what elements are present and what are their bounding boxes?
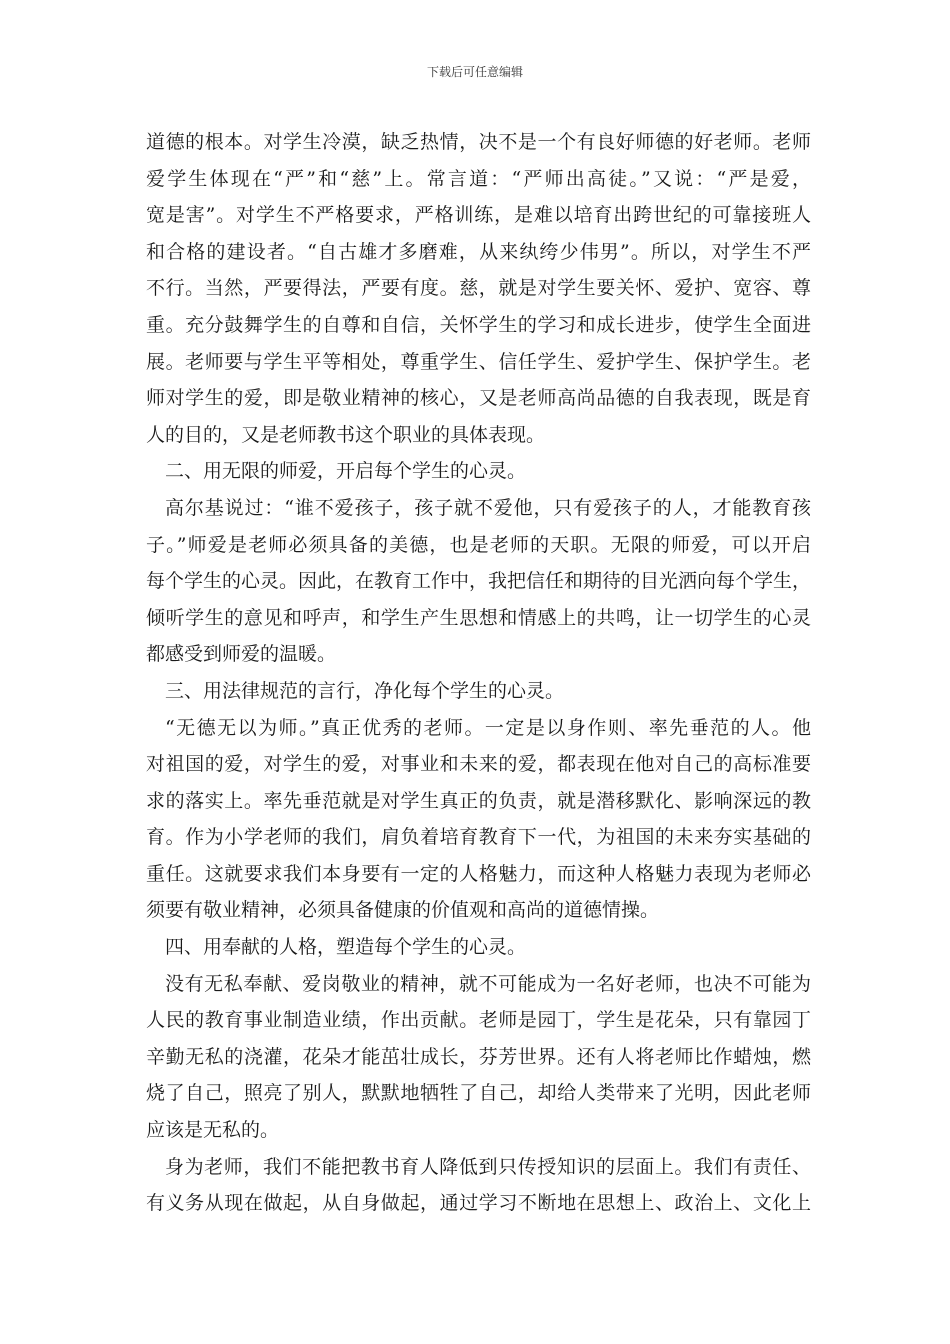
text-line: 道德的根本。对学生冷漠，缺乏热情，决不是一个有良好师德的好老师。老师 bbox=[146, 131, 811, 153]
text-line: 没有无私奉献、爱岗敬业的精神，就不可能成为一名好老师，也决不可能为 bbox=[165, 972, 811, 995]
text-line: 重。充分鼓舞学生的自尊和自信，关怀学生的学习和成长进步，使学生全面进 bbox=[146, 313, 811, 336]
text-line: 身为老师，我们不能把教书育人降低到只传授知识的层面上。我们有责任、 bbox=[165, 1155, 811, 1178]
text-line: 辛勤无私的浇灌，花朵才能茁壮成长，芬芳世界。还有人将老师比作蜡烛，燃 bbox=[146, 1045, 811, 1068]
text-line: 和合格的建设者。“自古雄才多磨难，从来纨绔少伟男”。所以，对学生不严 bbox=[146, 240, 811, 263]
text-line: 爱学生体现在“严”和“慈”上。常言道：“严师出高徒。”又说：“严是爱， bbox=[146, 167, 811, 190]
text-line: 求的落实上。率先垂范就是对学生真正的负责，就是潜移默化、影响深远的教 bbox=[146, 789, 811, 812]
page-header: 下载后可任意编辑 bbox=[426, 65, 523, 79]
text-line: 师对学生的爱，即是敬业精神的核心，又是老师高尚品德的自我表现，既是育 bbox=[146, 387, 811, 410]
text-line: 有义务从现在做起，从自身做起，通过学习不断地在思想上、政治上、文化上 bbox=[146, 1192, 811, 1215]
text-line: 三、用法律规范的言行，净化每个学生的心灵。 bbox=[165, 679, 565, 702]
text-line: 人民的教育事业制造业绩，作出贡献。老师是园丁，学生是花朵，只有靠园丁 bbox=[146, 1009, 811, 1032]
text-line: 倾听学生的意见和呼声，和学生产生思想和情感上的共鸣，让一切学生的心灵 bbox=[146, 606, 811, 629]
text-line: 不行。当然，严要得法，严要有度。慈，就是对学生要关怀、爱护、宽容、尊 bbox=[146, 277, 811, 300]
text-line: 四、用奉献的人格，塑造每个学生的心灵。 bbox=[165, 936, 527, 959]
text-line: “无德无以为师。”真正优秀的老师。一定是以身作则、率先垂范的人。他 bbox=[165, 716, 811, 739]
text-line: 烧了自己，照亮了别人，默默地牺牲了自己，却给人类带来了光明，因此老师 bbox=[146, 1082, 811, 1105]
text-line: 育。作为小学老师的我们，肩负着培育教育下一代，为祖国的未来夯实基础的 bbox=[146, 826, 811, 849]
text-line: 人的目的，又是老师教书这个职业的具体表现。 bbox=[146, 423, 546, 446]
text-line: 重任。这就要求我们本身要有一定的人格魅力，而这种人格魅力表现为老师必 bbox=[146, 862, 811, 885]
body-text bbox=[146, 124, 811, 1222]
text-line: 对祖国的爱，对学生的爱，对事业和未来的爱，都表现在他对自己的高标准要 bbox=[146, 753, 811, 776]
text-line: 子。”师爱是老师必须具备的美德，也是老师的天职。无限的师爱，可以开启 bbox=[146, 533, 811, 556]
text-line: 都感受到师爱的温暖。 bbox=[146, 643, 337, 666]
text-line: 应该是无私的。 bbox=[146, 1119, 280, 1142]
text-line: 宽是害”。对学生不严格要求，严格训练，是难以培育出跨世纪的可靠接班人 bbox=[146, 204, 811, 227]
text-line: 展。老师要与学生平等相处，尊重学生、信任学生、爱护学生、保护学生。老 bbox=[146, 350, 811, 373]
text-line: 须要有敬业精神，必须具备健康的价值观和高尚的道德情操。 bbox=[146, 899, 660, 922]
text-line: 二、用无限的师爱，开启每个学生的心灵。 bbox=[165, 460, 527, 483]
text-line: 高尔基说过：“谁不爱孩子，孩子就不爱他，只有爱孩子的人，才能教育孩 bbox=[165, 496, 811, 519]
text-line: 每个学生的心灵。因此，在教育工作中，我把信任和期待的目光洒向每个学生， bbox=[146, 570, 812, 593]
